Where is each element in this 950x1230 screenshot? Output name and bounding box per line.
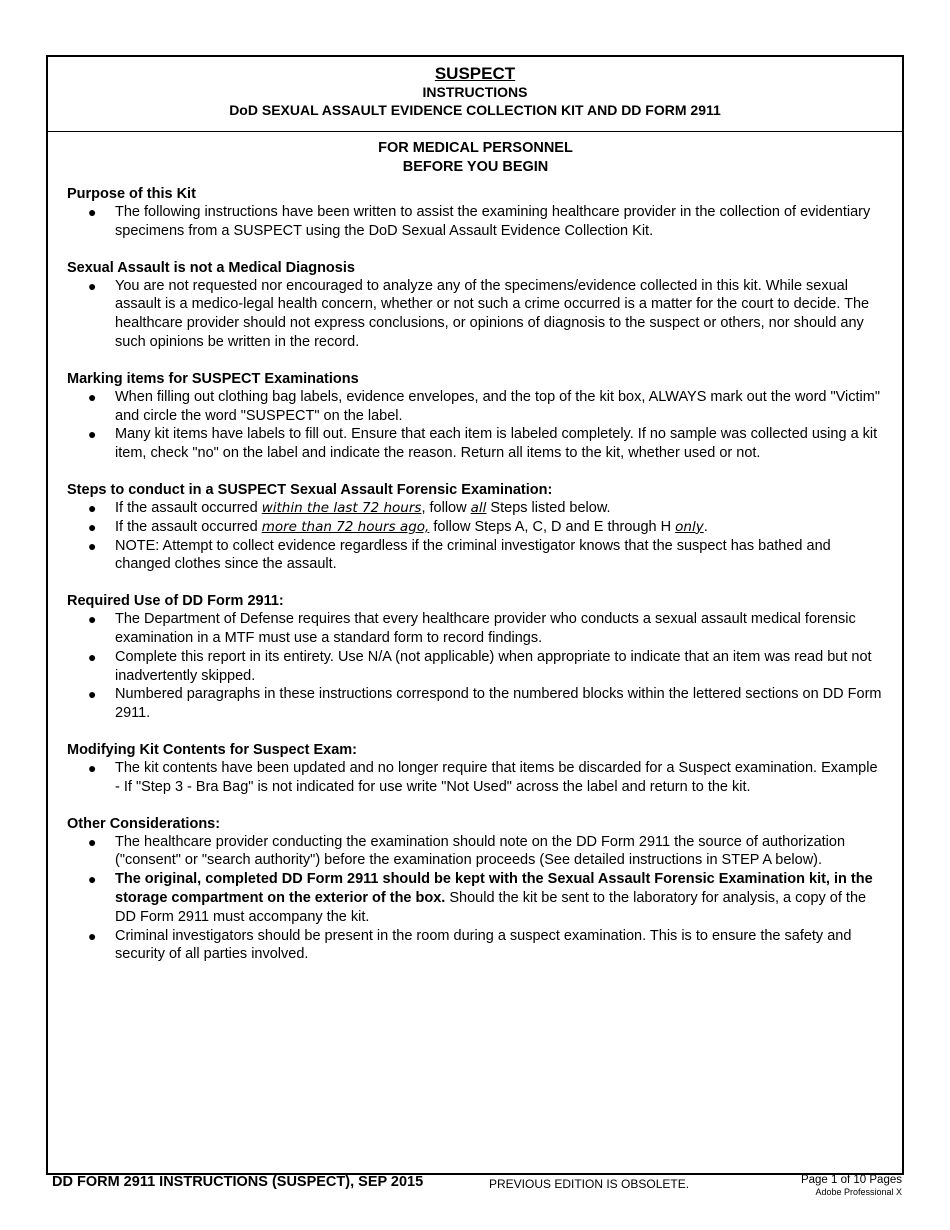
bullet-icon: ● [88, 388, 97, 405]
list-item: ● Many kit items have labels to fill out. Ensure that each item is labeled completely. If no sample was collected using a kit item, check "no" on the label and indicate the reason. Return all items to the kit, whether used or not. [88, 426, 878, 462]
section-title: Other Considerations: [67, 815, 221, 832]
bullet-icon: ● [88, 277, 97, 294]
form-header [48, 57, 902, 132]
bullet-icon: ● [88, 518, 97, 535]
section-steps [67, 481, 884, 574]
list-item: ● NOTE: Attempt to collect evidence regardless if the criminal investigator knows that the suspect has bathed and changed clothes since the assault. [88, 537, 831, 573]
bullet-icon: ● [88, 927, 97, 944]
list-item: ● If the assault occurred within the last 72 hours, follow all Steps listed below. [88, 499, 611, 516]
section-purpose [67, 185, 884, 241]
intro-line-1: FOR MEDICAL PERSONNEL [378, 140, 573, 156]
bullet-icon: ● [88, 537, 97, 554]
list-item: ● Criminal investigators should be present in the room during a suspect examination. This is to ensure the safety and security of all parties involved. [88, 927, 852, 963]
header-subtitle-2: DoD SEXUAL ASSAULT EVIDENCE COLLECTION KIT AND DD FORM 2911 [229, 102, 721, 118]
form-frame [46, 55, 904, 1175]
list-item: ● If the assault occurred more than 72 hours ago, follow Steps A, C, D and E through H only. [88, 518, 708, 535]
bullet-icon: ● [88, 426, 97, 443]
section-title: Steps to conduct in a SUSPECT Sexual Assault Forensic Examination: [67, 481, 553, 498]
page-info [801, 1174, 902, 1198]
intro-heading [67, 139, 884, 177]
section-other [67, 815, 884, 965]
software-label: Adobe Professional X [815, 1187, 902, 1197]
header-subtitle: INSTRUCTIONS [422, 84, 528, 100]
list-item: ● The following instructions have been written to assist the examining healthcare provider in the collection of evidentiary specimens from a SUSPECT using the DoD Sexual Assault Evidence Collection Kit. [88, 204, 871, 239]
list-item: ● Complete this report in its entirety. Use N/A (not applicable) when appropriate to indicate that an item was read but not inadvertently skipped. [88, 648, 872, 684]
list-item: ● The healthcare provider conducting the examination should note on the DD Form 2911 the source of authorization ("consent" or "search authority") before the examination proceeds (See detailed instructions in STEP A below). [88, 833, 846, 869]
section-diagnosis [67, 259, 884, 352]
bullet-icon: ● [88, 611, 97, 628]
section-required [67, 592, 884, 723]
list-item: ● You are not requested nor encouraged to analyze any of the specimens/evidence collected in this kit. While sexual assault is a medico-legal health concern, whether or not such a crime occurred is a matter for the court to decide. The healthcare provider should not express conclusions, or opinions of diagnosis to the suspect or others, nor should any such opinions be written in the record. [88, 277, 870, 350]
bullet-icon: ● [88, 759, 97, 776]
intro-line-2: BEFORE YOU BEGIN [402, 159, 549, 175]
section-modifying [67, 741, 884, 797]
section-title: Purpose of this Kit [67, 186, 196, 202]
form-id: DD FORM 2911 INSTRUCTIONS (SUSPECT), SEP 2015 [52, 1174, 424, 1190]
section-title: Modifying Kit Contents for Suspect Exam: [67, 741, 358, 758]
list-item: ● The kit contents have been updated and no longer require that items be discarded for a Suspect examination. Example - If "Step 3 - Bra Bag" is not indicated for use write "Not Used" across the label and return to the kit. [88, 759, 878, 795]
section-title: Sexual Assault is not a Medical Diagnosis [67, 259, 355, 276]
list-item: ● When filling out clothing bag labels, evidence envelopes, and the top of the kit box, ALWAYS mark out the word "Victim" and circle the word "SUSPECT" on the label. [88, 388, 880, 424]
list-item: ● The original, completed DD Form 2911 should be kept with the Sexual Assault Forensic Examination kit, in the storage compartment on the exterior of the box. Should the kit be sent to the laboratory for analysis, a copy of the DD Form 2911 must accompany the kit. [88, 871, 873, 925]
list-item: ● The Department of Defense requires that every healthcare provider who conducts a sexual assault medical forensic examination in a MTF must use a standard form to record findings. [88, 611, 856, 646]
bullet-icon: ● [88, 871, 97, 888]
bullet-icon: ● [88, 499, 97, 516]
bullet-icon: ● [88, 833, 97, 850]
page-number: Page 1 of 10 Pages [800, 1174, 902, 1186]
section-title: Marking items for SUSPECT Examinations [67, 370, 359, 387]
list-item: ● Numbered paragraphs in these instructions correspond to the numbered blocks within the lettered sections on DD Form 2911. [88, 686, 882, 722]
form-body [48, 139, 902, 964]
bullet-icon: ● [88, 648, 97, 665]
obsolete-notice: PREVIOUS EDITION IS OBSOLETE. [489, 1177, 690, 1191]
bullet-icon: ● [88, 204, 97, 220]
page-title: SUSPECT [434, 64, 516, 83]
bullet-icon: ● [88, 686, 97, 703]
section-title: Required Use of DD Form 2911: [67, 593, 284, 610]
page-footer [52, 1174, 902, 1204]
section-marking [67, 370, 884, 463]
